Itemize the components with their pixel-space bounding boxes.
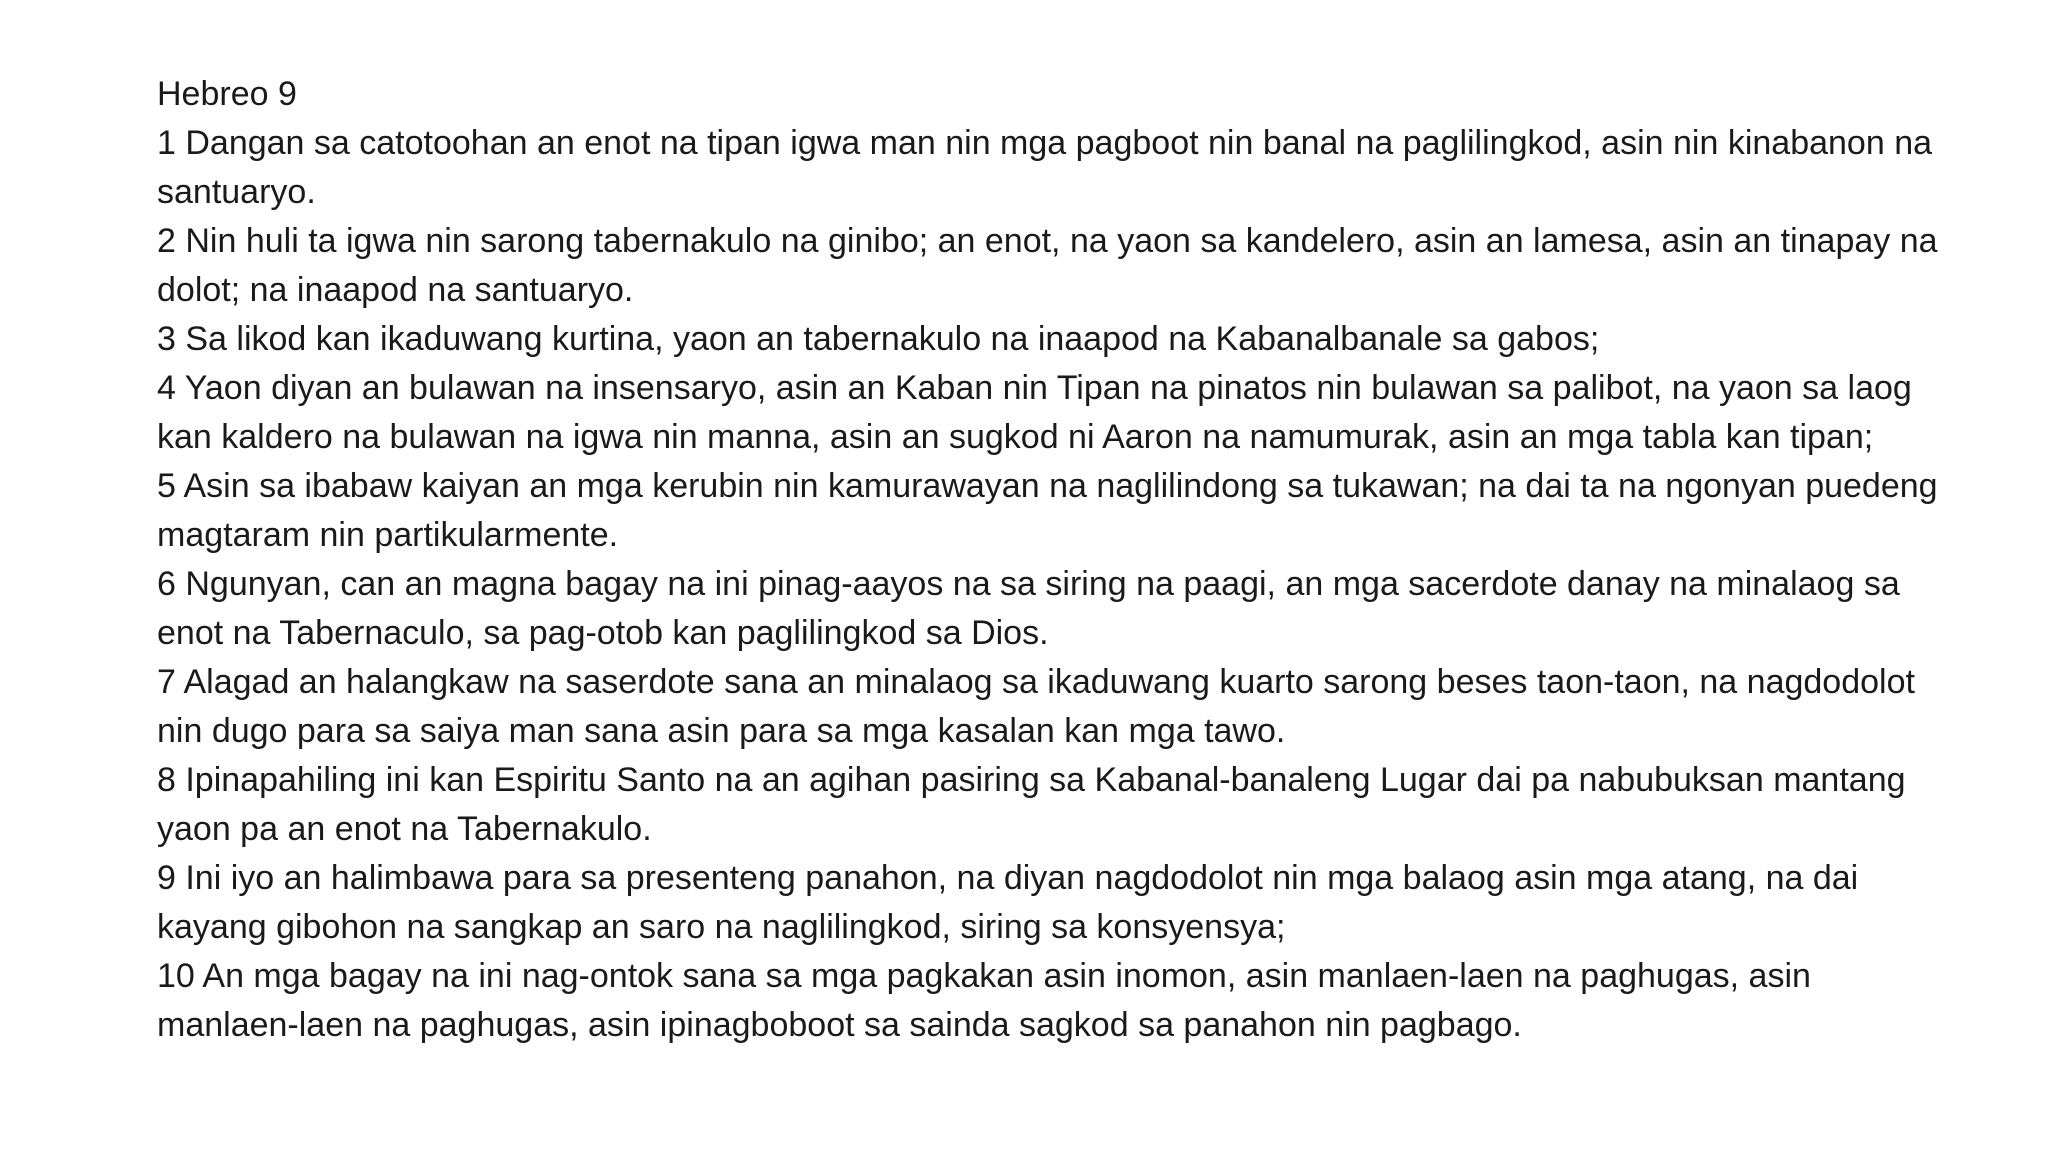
verse-8: 8 Ipinapahiling ini kan Espiritu Santo na an agihan pasiring sa Kabanal-banaleng Lugar dai pa nabubuksan mantang yaon pa an enot na Tabernakulo. bbox=[157, 761, 1906, 848]
verse-2: 2 Nin huli ta igwa nin sarong tabernakulo na ginibo; an enot, na yaon sa kandelero, asin an lamesa, asin an tinapay na dolot; na inaapod na santuaryo. bbox=[157, 222, 1938, 309]
verse-4: 4 Yaon diyan an bulawan na insensaryo, asin an Kaban nin Tipan na pinatos nin bulawan sa palibot, na yaon sa laog kan kaldero na bulawan na igwa nin manna, asin an sugkod ni Aaron na namumurak, asin an mga tabla kan tipan; bbox=[157, 369, 1912, 456]
verse-3: 3 Sa likod kan ikaduwang kurtina, yaon an tabernakulo na inaapod na Kabanalbanale sa gabos; bbox=[157, 320, 1600, 358]
verse-1: 1 Dangan sa catotoohan an enot na tipan igwa man nin mga pagboot nin banal na paglilingkod, asin nin kinabanon na santuaryo. bbox=[157, 124, 1933, 211]
verse-7: 7 Alagad an halangkaw na saserdote sana an minalaog sa ikaduwang kuarto sarong beses taon-taon, na nagdodolot nin dugo para sa saiya man sana asin para sa mga kasalan kan mga tawo. bbox=[157, 663, 1915, 750]
chapter-title: Hebreo 9 bbox=[157, 75, 297, 113]
verse-5: 5 Asin sa ibabaw kaiyan an mga kerubin nin kamurawayan na naglilindong sa tukawan; na dai ta na ngonyan puedeng magtaram nin partikularmente. bbox=[157, 467, 1938, 554]
verse-6: 6 Ngunyan, can an magna bagay na ini pinag-aayos na sa siring na paagi, an mga sacerdote danay na minalaog sa enot na Tabernaculo, sa pag-otob kan paglilingkod sa Dios. bbox=[157, 565, 1900, 652]
chapter-text bbox=[157, 70, 1947, 1050]
verse-9: 9 Ini iyo an halimbawa para sa presenteng panahon, na diyan nagdodolot nin mga balaog asin mga atang, na dai kayang gibohon na sangkap an saro na naglilingkod, siring sa konsyensya; bbox=[157, 859, 1859, 946]
verse-10: 10 An mga bagay na ini nag-ontok sana sa mga pagkakan asin inomon, asin manlaen-laen na paghugas, asin manlaen-laen na paghugas, asin ipinagboboot sa sainda sagkod sa panahon nin pagbago. bbox=[157, 957, 1811, 1044]
